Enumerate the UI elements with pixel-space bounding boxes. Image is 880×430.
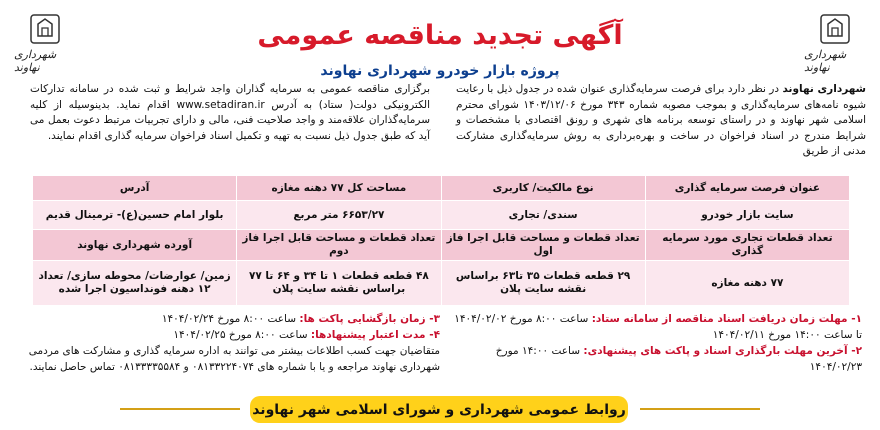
note-label: ۴- مدت اعتبار پیشنهادها: — [310, 329, 440, 341]
public-relations-footer: روابط عمومی شهرداری و شورای اسلامی شهر نهاوند — [250, 396, 628, 423]
note-label: ۳- زمان بازگشایی پاکت ها: — [299, 313, 440, 325]
table-header-cell: تعداد قطعات تجاری مورد سرمایه گذاری — [645, 230, 849, 261]
intro-left-text: برگزاری مناقصه عمومی به سرمایه گذاران واجد شرایط و ثبت شده در سامانه تدارکات الکترونیکی دولت( ستاد) به آدرس www.setadiran.ir اقدام نماید. بدینوسیله از کلیه سرمایه‌گذاران علاقه‌مند و واجد صلاحیت فنی، مالی و دارای تجربیات مرتبط دعوت بعمل می آید که طبق جدول ذیل نسبت به تهیه و تکمیل اسناد فراخوان سرمایه گذاری اقدام نمایند. — [30, 83, 430, 142]
table-row — [33, 201, 850, 230]
table-row — [33, 261, 850, 306]
footer-divider-right — [640, 408, 760, 410]
investment-table — [32, 175, 850, 306]
note-4 — [22, 327, 440, 343]
logo-text: شهرداری نهاوند — [14, 48, 57, 74]
table-cell: ۷۷ دهنه مغازه — [645, 261, 849, 306]
table-cell: سایت بازار خودرو — [645, 201, 849, 230]
table-cell: ۶۶۵۳/۲۷ متر مربع — [237, 201, 441, 230]
logo-text: شهرداری نهاوند — [804, 48, 847, 74]
deadlines-left — [22, 311, 440, 375]
table-row — [33, 230, 850, 261]
table-cell: زمین/ عوارضات/ محوطه سازی/ تعداد ۱۲ دهنه فونداسیون اجرا شده — [33, 261, 237, 306]
table-cell: ۴۸ قطعه قطعات ۱ تا ۳۴ و ۶۴ تا ۷۷ براساس نقشه سایت پلان — [237, 261, 441, 306]
note-text: ساعت ۸:۰۰ مورخ ۱۴۰۴/۰۲/۰۲ — [454, 313, 589, 325]
notice-subtitle: پروژه بازار خودرو شهرداری نهاوند — [320, 63, 560, 79]
note-label: ۲- آخرین مهلت بارگذاری اسناد و پاکت های پیشنهادی: — [583, 345, 862, 357]
table-header-cell: تعداد قطعات و مساحت قابل اجرا فاز اول — [441, 230, 645, 261]
table-header-cell: عنوان فرصت سرمایه گذاری — [645, 176, 849, 201]
intro-org: شهرداری نهاوند — [782, 83, 867, 95]
contact-text: متقاضیان جهت کسب اطلاعات بیشتر می توانند به اداره سرمایه گذاری و مشارکت های مردمی شهرداری نهاوند مراجعه و یا با شماره های ۰۸۱۳۳۲۲۴۰۷۴ و ۰۸۱۳۳۳۳۵۵۸۴ تماس حاصل نمایند. — [28, 345, 440, 373]
intro-right-paragraph — [456, 82, 866, 160]
notice-title: آگهی تجدید مناقصه عمومی — [257, 20, 623, 51]
note-text: ساعت ۱۴:۰۰ مورخ — [495, 345, 581, 357]
intro-right-text: در نظر دارد برای فرصت سرمایه‌گذاری عنوان شده در جدول ذیل با رعایت شیوه نامه‌های سرمایه‌گذاری و بموجب مصوبه شماره ۳۴۳ مورخ ۱۴۰۳/۱۲/۰۶ شورای محترم اسلامی شهر نهاوند و در راستای توسعه برنامه های شهری و رونق اقتصادی با مشخصات و شرایط مندرج در اسناد فراخوان در ساخت و بهره‌برداری به روش سرمایه‌گذاری مشارکت مدنی از طریق — [456, 83, 867, 157]
deadlines-right — [452, 311, 862, 375]
table-header-cell: مساحت کل ۷۷ دهنه مغازه — [237, 176, 441, 201]
note-text: ساعت ۸:۰۰ مورخ ۱۴۰۴/۰۲/۲۴ — [161, 313, 297, 325]
note-1 — [452, 311, 862, 327]
note-2-cont: ۱۴۰۴/۰۲/۲۳ — [809, 361, 862, 373]
note-1-cont: تا ساعت ۱۴:۰۰ مورخ ۱۴۰۴/۰۲/۱۱ — [712, 329, 862, 341]
table-header-cell: تعداد قطعات و مساحت قابل اجرا فاز دوم — [237, 230, 441, 261]
note-2 — [452, 343, 862, 359]
table-header-cell: نوع مالکیت/ کاربری — [441, 176, 645, 201]
intro-left-paragraph — [30, 82, 430, 144]
note-text: ساعت ۸:۰۰ مورخ ۱۴۰۴/۰۲/۲۵ — [173, 329, 308, 341]
footer-divider-left — [120, 408, 240, 410]
table-cell: سندی/ تجاری — [441, 201, 645, 230]
note-label: ۱- مهلت زمان دریافت اسناد مناقصه از سامانه ستاد: — [591, 313, 862, 325]
table-header-cell: آورده شهرداری نهاوند — [33, 230, 237, 261]
table-row — [33, 176, 850, 201]
table-header-cell: آدرس — [33, 176, 237, 201]
note-3 — [22, 311, 440, 327]
table-cell: بلوار امام حسین(ع)- ترمینال قدیم — [33, 201, 237, 230]
table-cell: ۲۹ قطعه قطعات ۳۵ تا۶۳ براساس نقشه سایت پلان — [441, 261, 645, 306]
